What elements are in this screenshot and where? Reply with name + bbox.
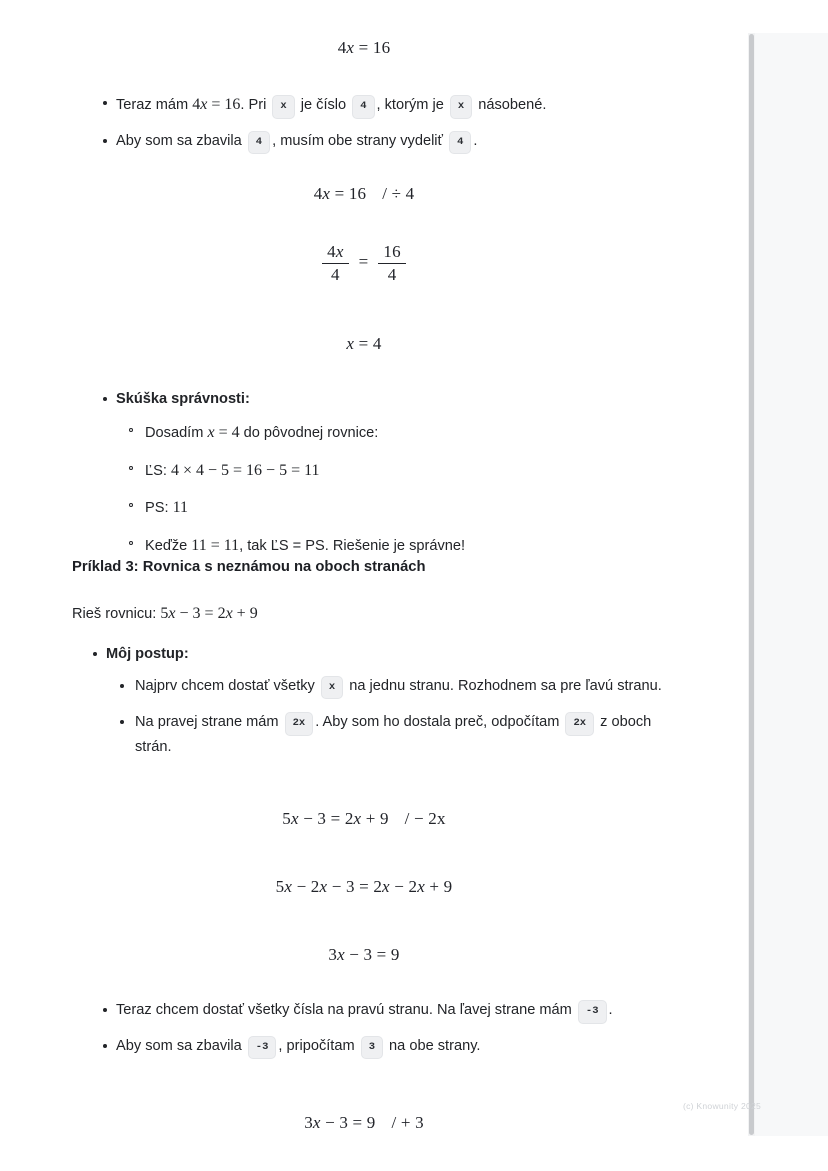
text-fragment: do pôvodnej rovnice: bbox=[239, 424, 379, 441]
equation-3x-minus-3 bbox=[0, 945, 728, 965]
inline-math: 4x = 16 bbox=[192, 96, 241, 113]
equation-main: 3x − 3 = 9 bbox=[304, 1113, 376, 1132]
fraction-right bbox=[378, 242, 405, 284]
chip-4[interactable]: 4 bbox=[352, 95, 374, 119]
chip-x[interactable]: x bbox=[272, 95, 294, 119]
chip-x[interactable]: x bbox=[450, 95, 472, 119]
equation-divide-by-4 bbox=[0, 184, 728, 204]
example-3-heading: Príklad 3: Rovnica s neznámou na oboch stranách bbox=[72, 559, 426, 575]
chip-4[interactable]: 4 bbox=[449, 131, 471, 155]
chip-2x[interactable]: 2x bbox=[285, 712, 314, 736]
inline-math: 11 = 11 bbox=[191, 537, 240, 555]
equation-text: x = 4 bbox=[346, 334, 382, 353]
watermark: (c) Knowunity 2025 bbox=[683, 1101, 762, 1111]
right-side-panel bbox=[751, 33, 828, 1136]
text-fragment: Aby som sa zbavila bbox=[116, 132, 246, 149]
list-item bbox=[116, 420, 662, 446]
text-fragment: na jednu stranu. Rozhodnem sa pre ľavú stranu. bbox=[345, 677, 662, 694]
text-fragment: Rieš rovnicu: bbox=[72, 606, 161, 622]
text-fragment: , musím obe strany vydeliť bbox=[272, 132, 448, 149]
text-fragment: PS: bbox=[145, 500, 173, 517]
equation-fraction bbox=[0, 242, 728, 284]
fraction-denominator: 4 bbox=[331, 264, 340, 284]
equation-text: 3x − 3 = 9 bbox=[328, 945, 400, 964]
text-fragment: Najprv chcem dostať všetky bbox=[135, 677, 319, 694]
chip-x[interactable]: x bbox=[321, 676, 343, 700]
steps-list-group-a bbox=[82, 92, 662, 165]
approach-list bbox=[72, 643, 672, 759]
chip-minus-3[interactable]: -3 bbox=[578, 1000, 607, 1024]
chip-4[interactable]: 4 bbox=[248, 131, 270, 155]
text-fragment: Keďže bbox=[145, 538, 192, 555]
example-3-prompt bbox=[72, 601, 692, 627]
equals-sign: = bbox=[358, 251, 369, 271]
text-fragment: . Pri bbox=[240, 97, 271, 113]
text-fragment: Teraz chcem dostať všetky čísla na pravú stranu. Na ľavej strane mám bbox=[116, 1002, 576, 1018]
equation-operation-note: / ÷ 4 bbox=[382, 184, 415, 203]
inline-math: 4 × 4 − 5 = 16 − 5 = 11 bbox=[170, 461, 320, 479]
text-fragment: Teraz mám bbox=[116, 97, 193, 113]
chip-3[interactable]: 3 bbox=[361, 1036, 383, 1060]
text-fragment: Dosadím bbox=[145, 424, 208, 441]
verification-heading: Skúška správnosti: bbox=[116, 391, 250, 407]
text-fragment: je číslo bbox=[296, 97, 351, 113]
list-item bbox=[72, 643, 672, 759]
approach-heading: Môj postup: bbox=[106, 646, 189, 662]
list-item bbox=[82, 388, 662, 559]
text-fragment: ĽS: bbox=[145, 462, 171, 479]
equation-operation-note: / − 2x bbox=[404, 809, 446, 828]
equation-subtract-2x bbox=[0, 809, 728, 829]
equation-4x-equals-16 bbox=[0, 38, 728, 58]
equation-x-equals-4 bbox=[0, 334, 728, 354]
list-item bbox=[82, 1035, 652, 1060]
fraction-left bbox=[322, 242, 348, 284]
list-item bbox=[82, 999, 652, 1024]
chip-2x[interactable]: 2x bbox=[565, 712, 594, 736]
text-fragment: . bbox=[473, 132, 478, 149]
inline-math: x = 4 bbox=[207, 423, 240, 441]
fraction-numerator: 16 bbox=[378, 242, 405, 264]
list-item bbox=[116, 495, 662, 521]
list-item bbox=[116, 458, 662, 484]
verification-section bbox=[82, 388, 662, 571]
equation-main: 5x − 3 = 2x + 9 bbox=[282, 809, 389, 828]
text-fragment: Na pravej strane mám bbox=[135, 714, 283, 731]
bullet-list-a bbox=[82, 92, 662, 154]
chip-minus-3[interactable]: -3 bbox=[248, 1036, 277, 1060]
approach-section bbox=[72, 643, 672, 771]
text-fragment: . bbox=[608, 1002, 613, 1018]
list-item bbox=[82, 130, 662, 155]
text-fragment: násobené. bbox=[474, 97, 547, 113]
equation-add-3 bbox=[0, 1113, 728, 1133]
list-item bbox=[82, 92, 662, 119]
approach-sublist bbox=[106, 675, 672, 760]
text-fragment: , tak ĽS = PS. Riešenie je správne! bbox=[239, 538, 466, 555]
steps-list-group-b bbox=[82, 999, 652, 1070]
equation-text: 5x − 2x − 3 = 2x − 2x + 9 bbox=[275, 877, 453, 896]
text-fragment: Aby som sa zbavila bbox=[116, 1037, 246, 1054]
equation-text: 4x = 16 bbox=[337, 38, 391, 57]
verification-sublist bbox=[116, 420, 662, 560]
equation-operation-note: / + 3 bbox=[391, 1113, 424, 1132]
list-item bbox=[116, 533, 662, 559]
text-fragment: . Aby som ho dostala preč, odpočítam bbox=[315, 714, 564, 731]
text-fragment: , ktorým je bbox=[376, 97, 448, 113]
bullet-list-b bbox=[82, 999, 652, 1059]
text-fragment: z oboch strán. bbox=[135, 714, 652, 755]
inline-math: 5x − 3 = 2x + 9 bbox=[160, 605, 258, 622]
text-fragment: , pripočítam bbox=[278, 1037, 359, 1054]
fraction-denominator: 4 bbox=[387, 264, 397, 284]
equation-expanded bbox=[0, 877, 728, 897]
vertical-scrollbar-thumb[interactable] bbox=[749, 34, 754, 1135]
verification-list bbox=[82, 388, 662, 559]
equation-main: 4x = 16 bbox=[313, 184, 367, 203]
text-fragment: na obe strany. bbox=[385, 1037, 481, 1054]
inline-math: 11 bbox=[172, 499, 188, 517]
fraction-numerator: 4x bbox=[322, 242, 348, 264]
list-item bbox=[106, 711, 672, 759]
list-item bbox=[106, 675, 672, 700]
